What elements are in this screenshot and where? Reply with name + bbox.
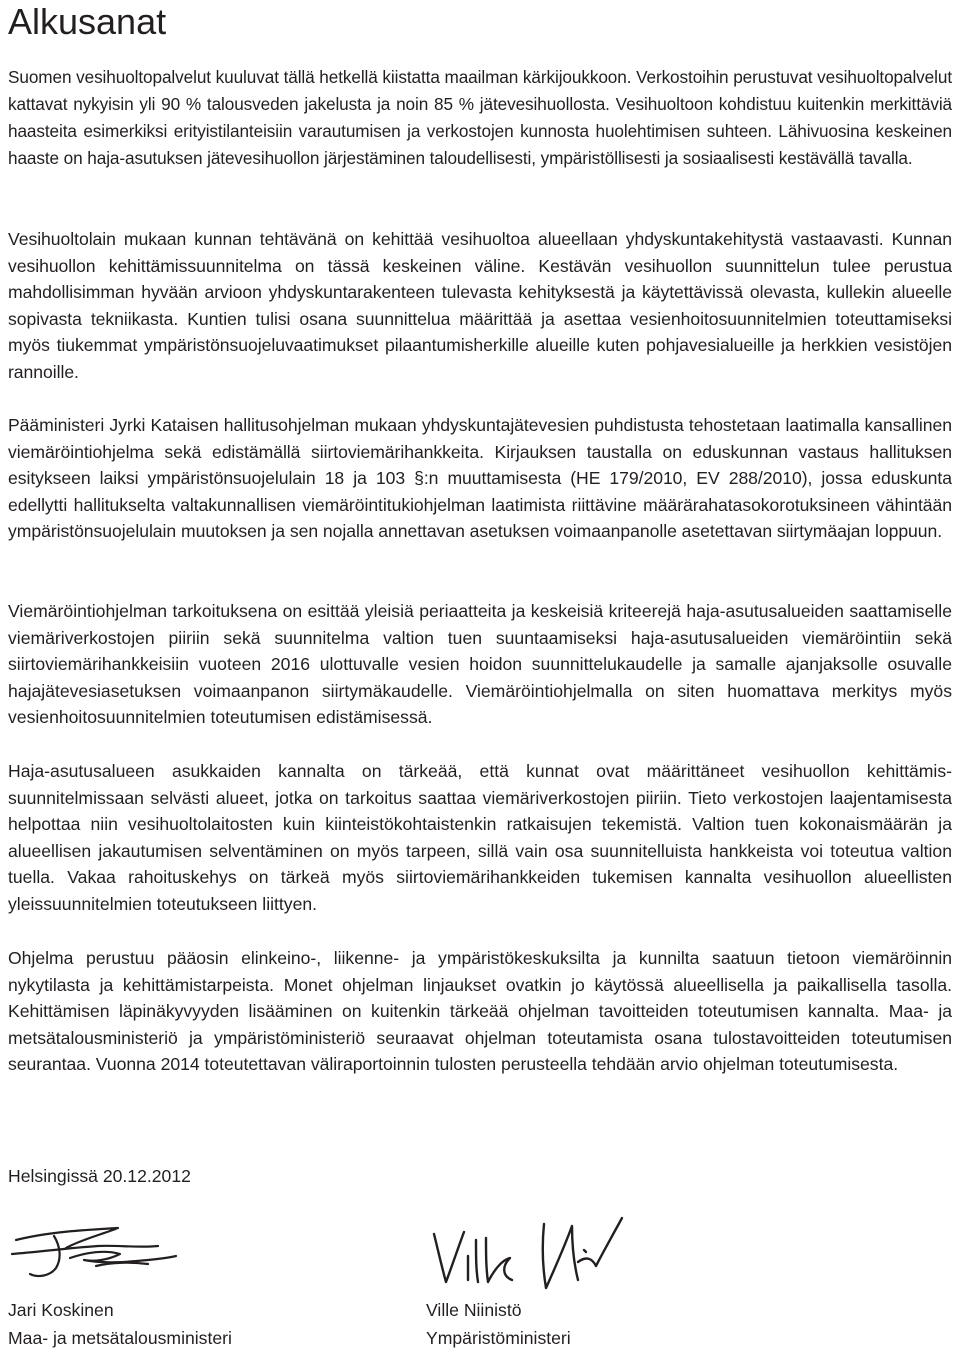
paragraph-4: Viemäröintiohjelman tarkoituksena on esittää yleisiä periaatteita ja keskeisiä kriteerejä haja-asutusalueiden saattamiselle viemäriverkostojen piiriin sekä suunnitelma valtion tuen suuntaamiseksi haja-asutusalueiden viemäröintiin sekä siirtoviemärihankkeisiin vuoteen 2016 ulottuvalle vesien hoidon suunnittelukaudelle ja samalle ajanjaksolle osuvalle hajajätevesiasetuksen voimaanpanon siirtymäkaudelle. Viemäröintiohjelmalla on siten huomattava merkitys myös vesienhoitosuunnitelmien toteutumisen edistämisessä.: [8, 601, 952, 728]
paragraph-3: Pääministeri Jyrki Kataisen hallitusohjelman mukaan yhdyskuntajätevesien puhdistusta tehostetaan laatimalla kansallinen viemäröintiohjelma sekä edistämällä siirtoviemärihankkeita. Kirjauksen taustalla on eduskunnan vastaus hallituksen esitykseen laiksi ympäristönsuojelulain 18 ja 103 §:n muuttamisesta (HE 179/2010, EV 288/2010), jossa eduskunta edellytti hallitukselta valtakunnallisen viemäröintitukiohjelman laatimista riittävine määrärahatasokorotuksineen vähintään ympäristönsuojelulain muutoksen ja sen nojalla annettavan asetuksen voimaanpanolle asetettavan siirtymäajan loppuun.: [8, 415, 952, 542]
signer-niinisto: [426, 1296, 571, 1352]
paragraph-6: Ohjelma perustuu pääosin elinkeino-, liikenne- ja ympäristökeskuksilta ja kunnilta saatuun tietoon viemäröinnin nykytilasta ja kehittämistarpeista. Monet ohjelman linjaukset ovatkin jo käytössä alueellisella ja paikallisella tasolla. Kehittämisen läpinäkyvyyden lisääminen on kuitenkin tärkeää ohjelman tavoitteiden toteutumisen kannalta. Maa- ja metsätalousministeriö ja ympäristöministeriö seuraavat ohjelman toteutamista osana tulostavoitteiden toteutumisen seurantaa. Vuonna 2014 toteutettavan väliraportoinnin tulosten perusteella tehdään arvio ohjelman toteutumisesta.: [8, 948, 952, 1075]
paragraph-2: Vesihuoltolain mukaan kunnan tehtävänä on kehittää vesihuoltoa alueellaan yhdyskuntakehitystä vastaavasti. Kunnan vesihuollon kehittämissuunnitelma on tässä keskeinen väline. Kestävän vesihuollon suunnittelun tulee perustua mahdollisimman hyvään arvioon yhdyskuntarakenteen tulevasta kehityksestä ja käytettävissä olevasta, kullekin alueelle sopivasta tekniikasta. Kuntien tulisi osana suunnittelua määrittää ja asettaa vesienhoitosuunnitelmien toteuttamiseksi myös tiukemmat ympäristönsuojeluvaatimukset pilaantumisherkille alueille kuten pohjavesialueille ja herkkien vesistöjen rannoille.: [8, 229, 952, 382]
place-and-date: Helsingissä 20.12.2012: [8, 1166, 191, 1186]
signer-role: Maa- ja metsätalousministeri: [8, 1328, 232, 1348]
signer-name: Jari Koskinen: [8, 1300, 114, 1320]
signer-koskinen: [8, 1296, 232, 1352]
signature-koskinen: [8, 1218, 183, 1288]
page-title: Alkusanat: [8, 1, 167, 42]
signer-role: Ympäristöministeri: [426, 1328, 571, 1348]
signature-niinisto: [428, 1210, 628, 1295]
signer-name: Ville Niinistö: [426, 1300, 522, 1320]
paragraph-1: Suomen vesihuoltopalvelut kuuluvat tällä hetkellä kiistatta maailman kärkijoukkoon. Verkostoihin perustuvat vesihuoltopalvelut kattavat nykyisin yli 90 % talousveden jakelusta ja noin 85 % jätevesihuollosta. Vesihuoltoon kohdistuu kuitenkin merkittäviä haasteita esimerkiksi erityistilanteisiin varautumisen ja verkostojen kunnosta huolehtimisen suhteen. Lähivuosina keskeinen haaste on haja-asutuksen jätevesihuollon järjestäminen taloudellisesti, ympäristöllisesti ja sosiaalisesti kestävällä tavalla.: [8, 67, 952, 168]
paragraph-5: Haja-asutusalueen asukkaiden kannalta on tärkeää, että kunnat ovat määrittäneet vesihuollon kehittämissuunnitelmissaan selvästi alueet, jotka on tarkoitus saattaa viemäriverkostojen piiriin. Tieto verkostojen laajentamisesta helpottaa niin vesihuoltolaitosten kuin kiinteistökohtaistenkin ratkaisujen tekemistä. Valtion tuen kokonaismäärän ja alueellisen jakautumisen selventäminen on myös tarpeen, sillä vain osa suunnitelluista hankkeista voi toteutua valtion tuella. Vakaa rahoituskehys on tärkeä myös siirtoviemärihankkeiden tukemisen kannalta vesihuollon alueellisten yleissuunnitelmien toteutukseen liittyen.: [8, 761, 952, 914]
